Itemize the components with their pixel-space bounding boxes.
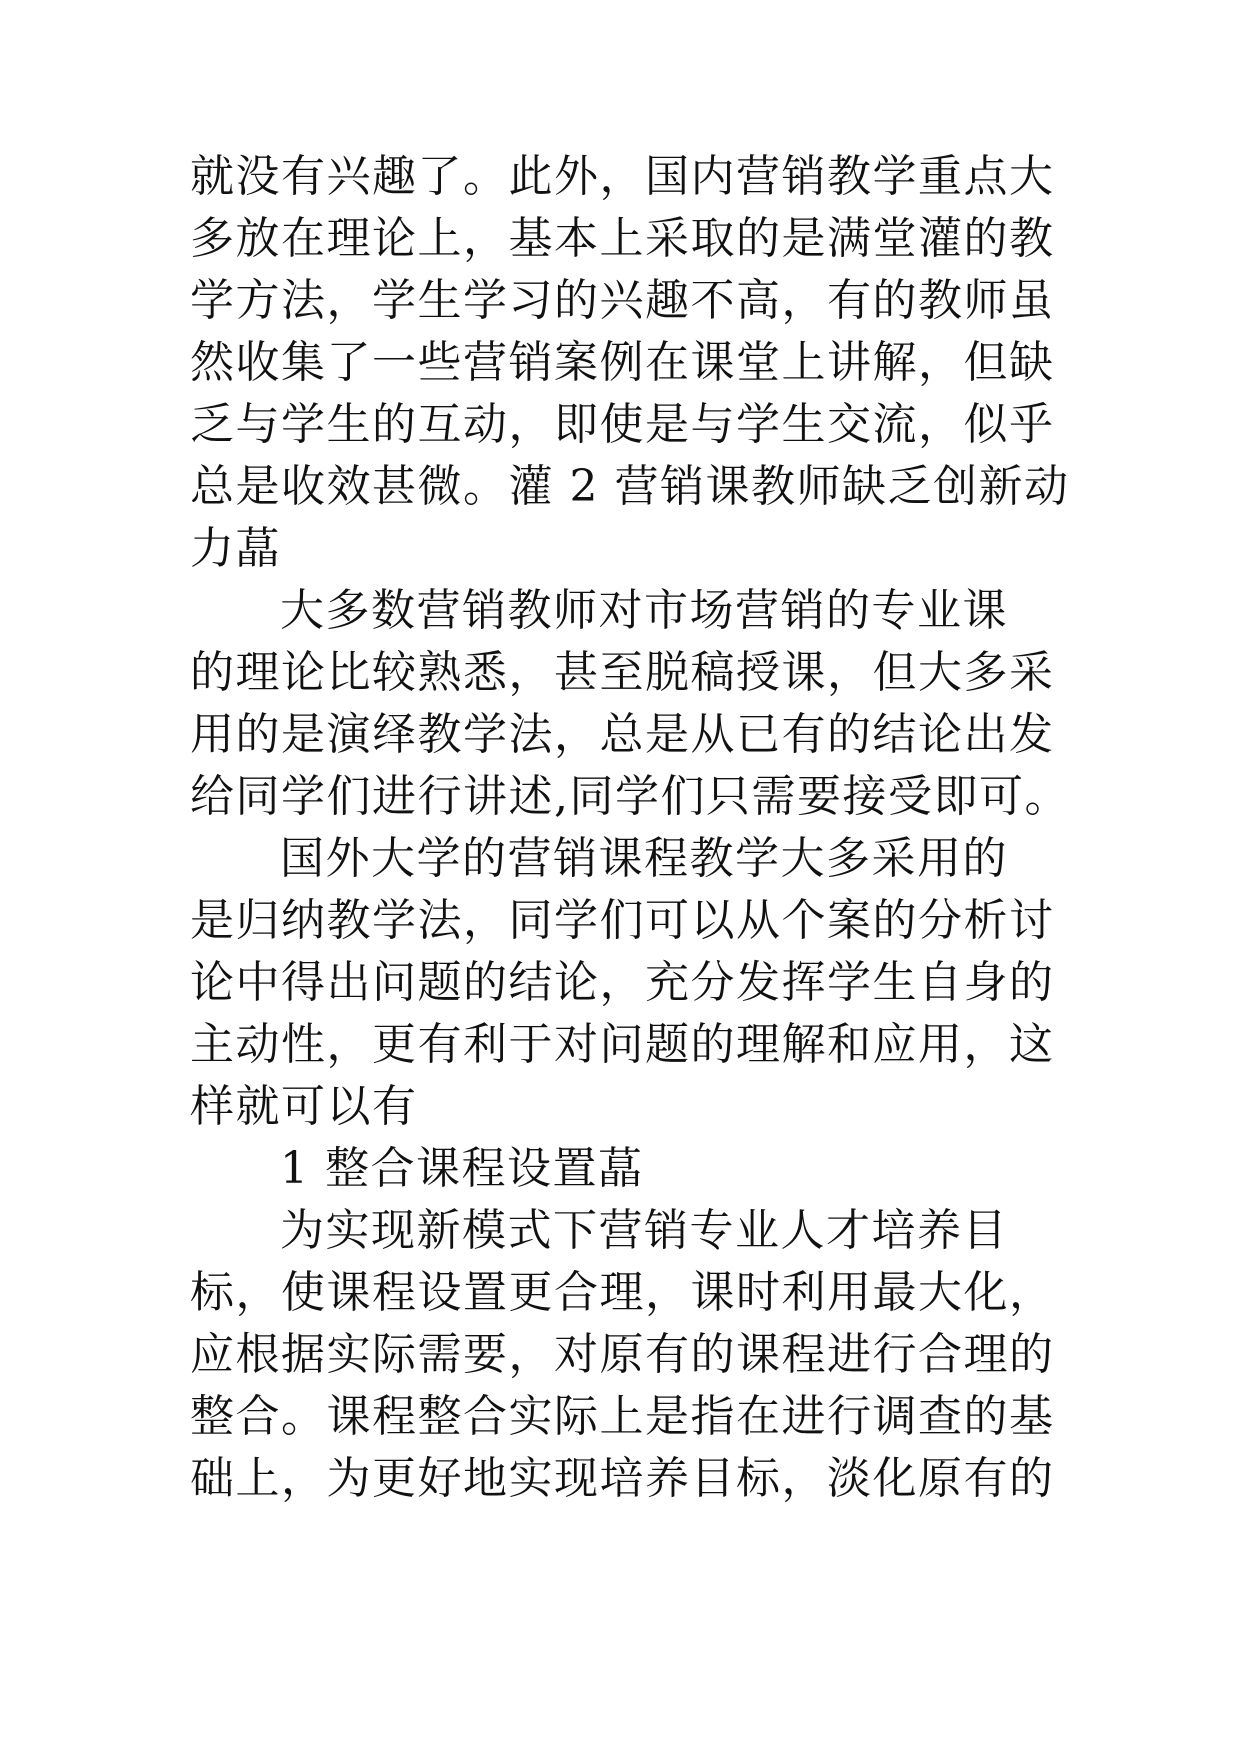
text-line: 总是收效甚微。灌 2 营销课教师缺乏创新动 [190,461,1070,512]
text-line: 多放在理论上，基本上采取的是满堂灌的教 [190,213,1055,264]
text-line: 础上，为更好地实现培养目标，淡化原有的 [190,1453,1055,1504]
text-line: 然收集了一些营销案例在课堂上讲解，但缺 [190,337,1055,388]
text-line: 整合。课程整合实际上是指在进行调查的基 [190,1391,1055,1442]
text-line: 样就可以有 [190,1081,418,1132]
paragraph-start-line: 国外大学的营销课程教学大多采用的 [280,833,1008,884]
text-line: 用的是演绎教学法，总是从已有的结论出发 [190,709,1055,760]
text-line: 力蕌 [190,523,281,574]
paragraph-start-line: 大多数营销教师对市场营销的专业课 [280,585,1008,636]
text-line: 乏与学生的互动，即使是与学生交流，似乎 [190,399,1055,450]
paragraph-start-line: 为实现新模式下营销专业人才培养目 [280,1205,1008,1256]
body-text [190,146,1090,1510]
section-heading: 1 整合课程设置蕌 [280,1143,644,1194]
text-line: 学方法，学生学习的兴趣不高，有的教师虽 [190,275,1055,326]
text-line: 主动性，更有利于对问题的理解和应用，这 [190,1019,1055,1070]
text-line: 是归纳教学法，同学们可以从个案的分析讨 [190,895,1055,946]
text-line: 标，使课程设置更合理，课时利用最大化， [190,1267,1055,1318]
text-line: 的理论比较熟悉，甚至脱稿授课，但大多采 [190,647,1055,698]
text-line: 给同学们进行讲述,同学们只需要接受即可。 [190,771,1070,822]
text-line: 应根据实际需要，对原有的课程进行合理的 [190,1329,1055,1380]
text-line: 论中得出问题的结论，充分发挥学生自身的 [190,957,1055,1008]
text-line: 就没有兴趣了。此外，国内营销教学重点大 [190,151,1055,202]
